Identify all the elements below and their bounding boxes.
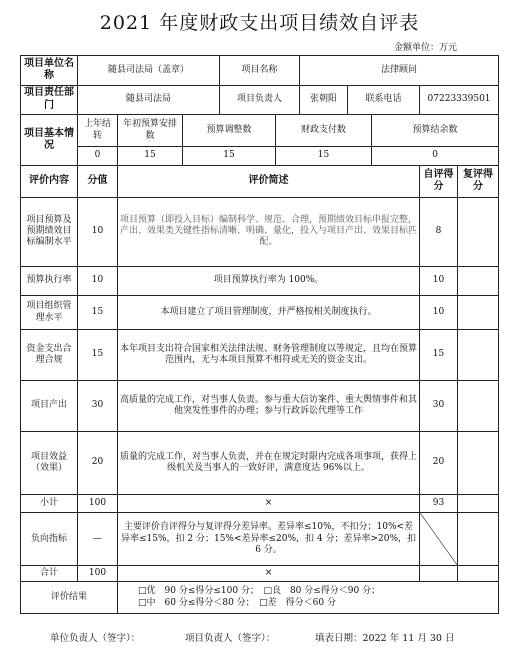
basic-value-paid: 15	[276, 147, 372, 166]
row-content: 项目效益（效果）	[21, 431, 78, 495]
row-self-score: 20	[420, 431, 458, 495]
row-review-score	[458, 296, 499, 330]
row-content: 项目产出	[21, 380, 78, 431]
row-desc: 高质量的完成工作，对当事人负责。参与重大信访案件、重大舆情事件和其他突发性事件的办理；参与行政诉讼代理等工作	[118, 380, 420, 431]
project-unit-label: 项目单位名称	[21, 56, 78, 86]
basic-header-initial: 年初预算安排数	[118, 115, 183, 147]
basic-info-label: 项目基本情况	[21, 115, 78, 166]
header-content: 评价内容	[21, 166, 78, 198]
row-content: 项目组织管理水平	[21, 296, 78, 330]
table-row	[21, 266, 499, 296]
row-self-score: 10	[420, 296, 458, 330]
row-review-score	[458, 197, 499, 266]
basic-value-balance: 0	[372, 147, 499, 166]
fill-date: 填表日期：2022 年 11 月 30 日	[315, 633, 455, 644]
row-review-score	[458, 266, 499, 296]
page-title: 2021 年度财政支出项目绩效自评表	[99, 12, 420, 34]
subtotal-desc: ×	[118, 495, 420, 513]
basic-value-initial: 15	[118, 147, 183, 166]
negative-desc: 主要评价自评得分与复评得分差异率。差异率≤10%，不扣分；10%<差异率≤15%，扣 2 分；15%<差异率≤20%，扣 4 分；差异率>20%，扣 6 分。	[118, 513, 420, 566]
unit-head-signature: 单位负责人（签字）：	[50, 633, 141, 644]
amount-unit-note: 金额单位：万元	[393, 43, 457, 53]
row-desc: 质量的完成工作，对当事人负责，并在在规定时限内完成各项事项，获得上级机关及当事人的一致好评，满意度达 96%以上。	[118, 431, 420, 495]
subtotal-self: 93	[420, 495, 458, 513]
project-name-value: 法律顾问	[300, 56, 499, 86]
table-row	[21, 296, 499, 330]
header-desc: 评价简述	[118, 166, 420, 198]
table-row	[21, 380, 499, 431]
subtotal-review	[458, 495, 499, 513]
row-content: 预算执行率	[21, 266, 78, 296]
project-person-value: 张朝阳	[300, 85, 348, 115]
row-desc: 项目预算（即投入目标）编制科学、规范、合理，预期绩效目标申报完整，产出、效果类关键性指标清晰、明确、量化，投入与项目产出、效果目标匹配。	[118, 197, 420, 266]
row-score: 15	[78, 330, 118, 381]
basic-value-carryover: 0	[78, 147, 118, 166]
row-content: 资金支出合理合规	[21, 330, 78, 381]
row-self-score: 30	[420, 380, 458, 431]
row-project-unit	[21, 56, 499, 86]
negative-label: 负向指标	[21, 513, 78, 566]
negative-score: —	[78, 513, 118, 566]
row-subtotal	[21, 495, 499, 513]
negative-review	[458, 513, 499, 566]
result-line-1: □优 90 分≤得分≤100 分； □良 80 分≤得分＜90 分；	[138, 586, 381, 597]
row-desc: 本年项目支出符合国家相关法律法规、财务管理制度以等规定，且均在预算范围内，无与本项目预算不相符或无关的资金支出。	[118, 330, 420, 381]
total-review	[458, 566, 499, 582]
row-score: 15	[78, 296, 118, 330]
row-review-score	[458, 380, 499, 431]
row-desc: 本项目建立了项目管理制度，并严格按相关制度执行。	[118, 296, 420, 330]
row-review-score	[458, 330, 499, 381]
row-score: 10	[78, 266, 118, 296]
result-options	[118, 582, 499, 614]
row-result	[21, 582, 499, 614]
row-project-dept	[21, 85, 499, 115]
basic-header-adjust: 预算调整数	[183, 115, 276, 147]
evaluation-table	[20, 55, 499, 614]
negative-self-diagonal	[420, 513, 458, 566]
row-score: 30	[78, 380, 118, 431]
row-negative	[21, 513, 499, 566]
project-dept-label: 项目责任部门	[21, 85, 78, 115]
table-row	[21, 431, 499, 495]
header-review: 复评得分	[458, 166, 499, 198]
result-label: 评价结果	[21, 582, 118, 614]
total-label: 合计	[21, 566, 78, 582]
row-eval-header	[21, 166, 499, 198]
row-review-score	[458, 431, 499, 495]
row-self-score: 10	[420, 266, 458, 296]
header-score: 分值	[78, 166, 118, 198]
row-self-score: 8	[420, 197, 458, 266]
project-phone-value: 07223339501	[420, 85, 499, 115]
row-score: 20	[78, 431, 118, 495]
total-self	[420, 566, 458, 582]
subtotal-score: 100	[78, 495, 118, 513]
basic-value-adjust: 15	[183, 147, 276, 166]
row-basic-values	[21, 147, 499, 166]
row-total	[21, 566, 499, 582]
table-row	[21, 197, 499, 266]
project-person-label: 项目负责人	[220, 85, 300, 115]
basic-header-balance: 预算结余数	[372, 115, 499, 147]
table-row	[21, 330, 499, 381]
total-score: 100	[78, 566, 118, 582]
project-unit-value: 随县司法局（盖章）	[78, 56, 220, 86]
row-self-score: 15	[420, 330, 458, 381]
row-content: 项目预算及预期绩效目标编制水平	[21, 197, 78, 266]
basic-header-carryover: 上年结转	[78, 115, 118, 147]
project-name-label: 项目名称	[220, 56, 300, 86]
project-dept-value: 随县司法局	[78, 85, 220, 115]
project-head-signature: 项目负责人（签字）：	[185, 633, 276, 644]
header-self: 自评得分	[420, 166, 458, 198]
project-phone-label: 联系电话	[348, 85, 420, 115]
subtotal-label: 小计	[21, 495, 78, 513]
row-basic-headers	[21, 115, 499, 147]
row-score: 10	[78, 197, 118, 266]
result-line-2: □中 60 分≤得分＜80 分； □差 得分＜60 分	[138, 597, 336, 608]
total-desc: ×	[118, 566, 420, 582]
row-desc: 项目预算执行率为 100%。	[118, 266, 420, 296]
basic-header-paid: 财政支付数	[276, 115, 372, 147]
